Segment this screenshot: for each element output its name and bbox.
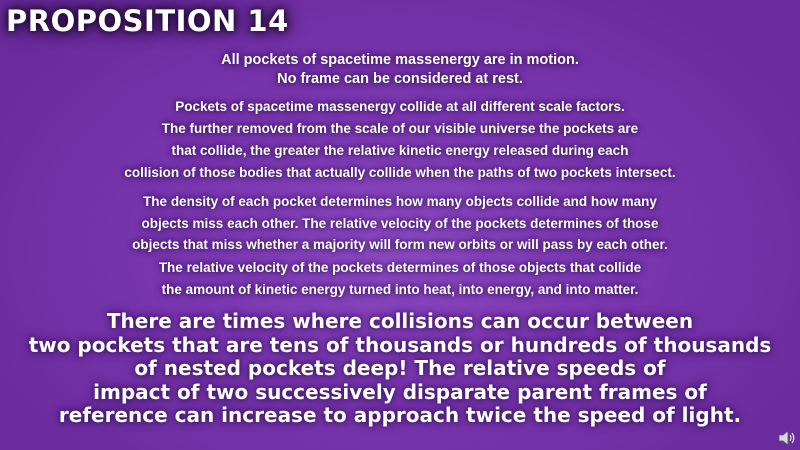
paragraph-line: The density of each pocket determines how many objects collide and how many: [143, 194, 657, 209]
paragraph-line: that collide, the greater the relative kinetic energy released during each: [171, 143, 629, 158]
paragraph-line: of nested pockets deep! The relative speeds of: [134, 356, 666, 380]
paragraph-line: Pockets of spacetime massenergy collide at all different scale factors.: [175, 99, 625, 114]
paragraph-density: [0, 191, 800, 256]
paragraph-line: The further removed from the scale of our visible universe the pockets are: [161, 121, 639, 136]
paragraph-scale-factors: [0, 96, 800, 184]
paragraph-line: objects miss each other. The relative velocity of the pockets determines of those: [141, 215, 659, 231]
paragraph-line: The relative velocity of the pockets determines of those objects that collide: [158, 260, 642, 275]
paragraph-line: collision of those bodies that actually collide when the paths of two pockets intersect.: [124, 165, 676, 180]
paragraph-line: objects that miss whether a majority will form new orbits or will pass by each other.: [132, 237, 668, 252]
paragraph-line: reference can increase to approach twice the speed of light.: [58, 403, 742, 427]
paragraph-line: the amount of kinetic energy turned into heat, into energy, and into matter.: [161, 281, 639, 297]
paragraph-relative-velocity: [0, 257, 800, 300]
slide-title: PROPOSITION 14: [6, 4, 289, 38]
paragraph-motion: [0, 51, 800, 89]
paragraph-line: two pockets that are tens of thousands or hundreds of thousands: [28, 332, 772, 357]
paragraph-nested-pockets: [0, 310, 800, 428]
paragraph-line: All pockets of spacetime massenergy are in motion.: [221, 52, 579, 68]
paragraph-line: No frame can be considered at rest.: [277, 71, 523, 87]
paragraph-line: There are times where collisions can occur between: [106, 309, 694, 333]
speaker-icon[interactable]: [778, 430, 796, 446]
paragraph-line: impact of two successively disparate parent frames of: [93, 379, 707, 404]
